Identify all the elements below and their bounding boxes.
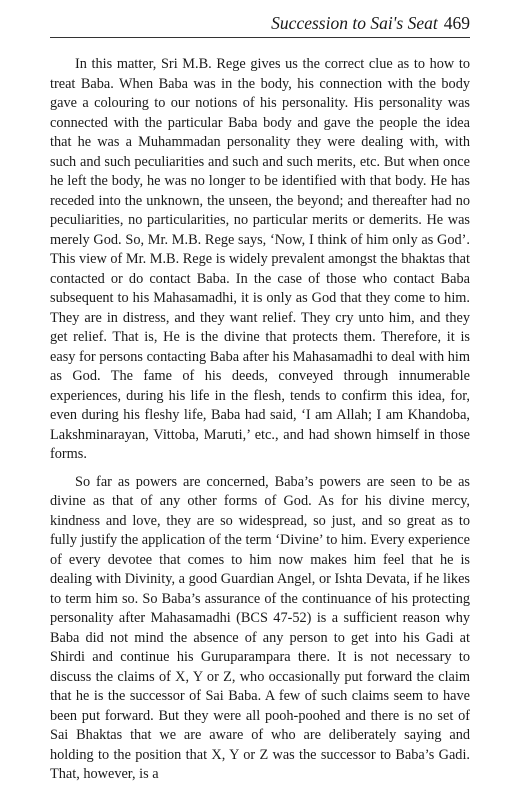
book-page — [50, 12, 470, 785]
running-header — [50, 12, 470, 38]
paragraph-1: In this matter, Sri M.B. Rege gives us the correct clue as to how to treat Baba. When Baba was in the body, his connection with the body gave a colouring to our notions of his personality. His personality was connected with the particular Baba body and gave the people the idea that he was a Muhammadan personality they were dealing with, with such and such peculiarities and such and such merits, etc. But when once he left the body, he was no longer to be identified with that body. He has receded into the unknown, the unseen, the beyond; and thereafter had no peculiarities, no particularities, no particular merits or demerits. He was merely God. So, Mr. M.B. Rege says, ‘Now, I think of him only as God’. This view of Mr. M.B. Rege is widely prevalent amongst the bhaktas that contacted or do contact Baba. In the case of those who contact Baba subsequent to his Mahasamadhi, it is only as God that they come to him. They are in distress, and they want relief. They cry unto him, and they get relief. That is, He is the divine that protects them. Therefore, it is easy for persons contacting Baba after his Mahasamadhi to deal with him as God. The fame of his deeds, conveyed through innumerable experiences, during his life in the flesh, tends to confirm this idea, for, even during his fleshy life, Baba had said, ‘I am Allah; I am Khandoba, Lakshminarayan, Vittoba, Maruti,’ etc., and had shown himself in those forms. — [50, 56, 470, 462]
running-title: Succession to Sai's Seat — [271, 13, 438, 33]
body-text — [50, 55, 470, 785]
paragraph-2: So far as powers are concerned, Baba’s powers are seen to be as divine as that of any other forms of God. As for his divine mercy, kindness and love, they are so widespread, so just, and so great as to fully justify the application of the term ‘Divine’ to him. Every experience of every devotee that comes to him now makes him feel that he is dealing with Divinity, a good Guardian Angel, or Ishta Devata, if he likes to term him so. So Baba’s assurance of the continuance of his protecting personality after Mahasamadhi (BCS 47-52) is a sufficient reason why Baba did not mind the absence of any person to get into his Gadi at Shirdi and continue his Guruparampara there. It is not necessary to discuss the claims of X, Y or Z, who occasionally put forward the claim that he is the successor of Sai Baba. A few of such claims seem to have been put forward. But they were all pooh-poohed and there is no set of Sai Bhaktas that we are aware of who are deliberately saying and holding to the position that X, Y or Z was the successor to Baba’s Gadi. That, however, is a — [50, 473, 470, 782]
page-number: 469 — [443, 13, 470, 33]
